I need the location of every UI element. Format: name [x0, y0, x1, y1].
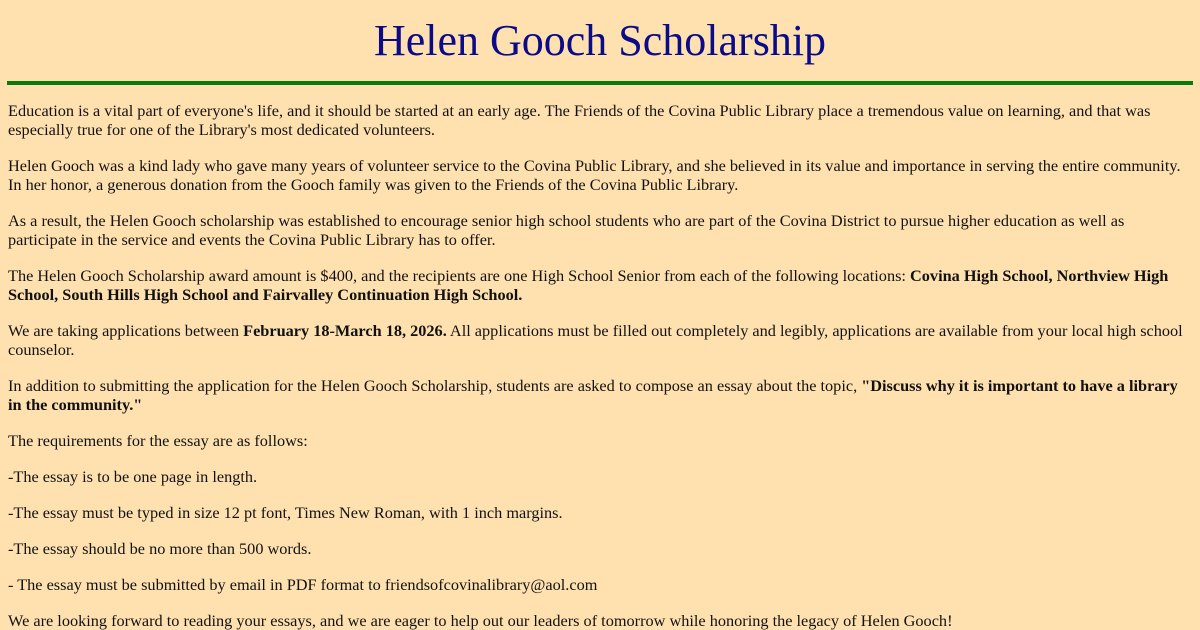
closing-paragraph: We are looking forward to reading your essays, and we are eager to help out our leaders of tomorrow while honoring the legacy of Helen Gooch! — [8, 611, 953, 630]
application-dates: February 18-March 18, 2026. — [243, 321, 447, 340]
application-text-start: We are taking applications between — [8, 321, 244, 340]
essay-topic-quote: "Discuss why it is important to have a library in the community." — [8, 376, 1178, 414]
requirements-heading: The requirements for the essay are as follows: — [8, 431, 308, 450]
requirement-item: -The essay should be no more than 500 words. — [8, 539, 312, 558]
requirement-item: -The essay must be typed in size 12 pt font, Times New Roman, with 1 inch margins. — [8, 503, 563, 522]
award-schools: Covina High School, Northview High School, South Hills High School and Fairvalley Continuation High School. — [8, 266, 1169, 304]
application-paragraph — [8, 321, 1192, 359]
requirement-item: - The essay must be submitted by email in PDF format to friendsofcovinalibrary@aol.com — [8, 575, 598, 594]
award-paragraph — [8, 266, 1192, 304]
intro-paragraph: Education is a vital part of everyone's life, and it should be started at an early age. The Friends of the Covina Public Library place a tremendous value on learning, and that was especially true for one of the Library's most dedicated volunteers. — [8, 101, 1151, 139]
helen-gooch-paragraph: Helen Gooch was a kind lady who gave many years of volunteer service to the Covina Public Library, and she believed in its value and importance in serving the entire community. In her honor, a generous donation from the Gooch family was given to the Friends of the Covina Public Library. — [8, 156, 1181, 194]
application-text-end: All applications must be filled out completely and legibly, applications are available from your local high school counselor. — [8, 321, 1183, 359]
requirement-item: -The essay is to be one page in length. — [8, 467, 258, 486]
award-text: The Helen Gooch Scholarship award amount is $400, and the recipients are one High School Senior from each of the following locations: — [8, 266, 911, 285]
essay-topic-text: In addition to submitting the application for the Helen Gooch Scholarship, students are asked to compose an essay about the topic, — [8, 376, 862, 395]
essay-topic-paragraph — [8, 376, 1192, 414]
page-title: Helen Gooch Scholarship — [373, 16, 827, 65]
scholarship-purpose-paragraph: As a result, the Helen Gooch scholarship was established to encourage senior high school students who are part of the Covina District to pursue higher education as well as participate in the service and events the Covina Public Library has to offer. — [8, 211, 1125, 249]
scholarship-content — [0, 101, 1200, 630]
title-divider — [7, 81, 1193, 85]
